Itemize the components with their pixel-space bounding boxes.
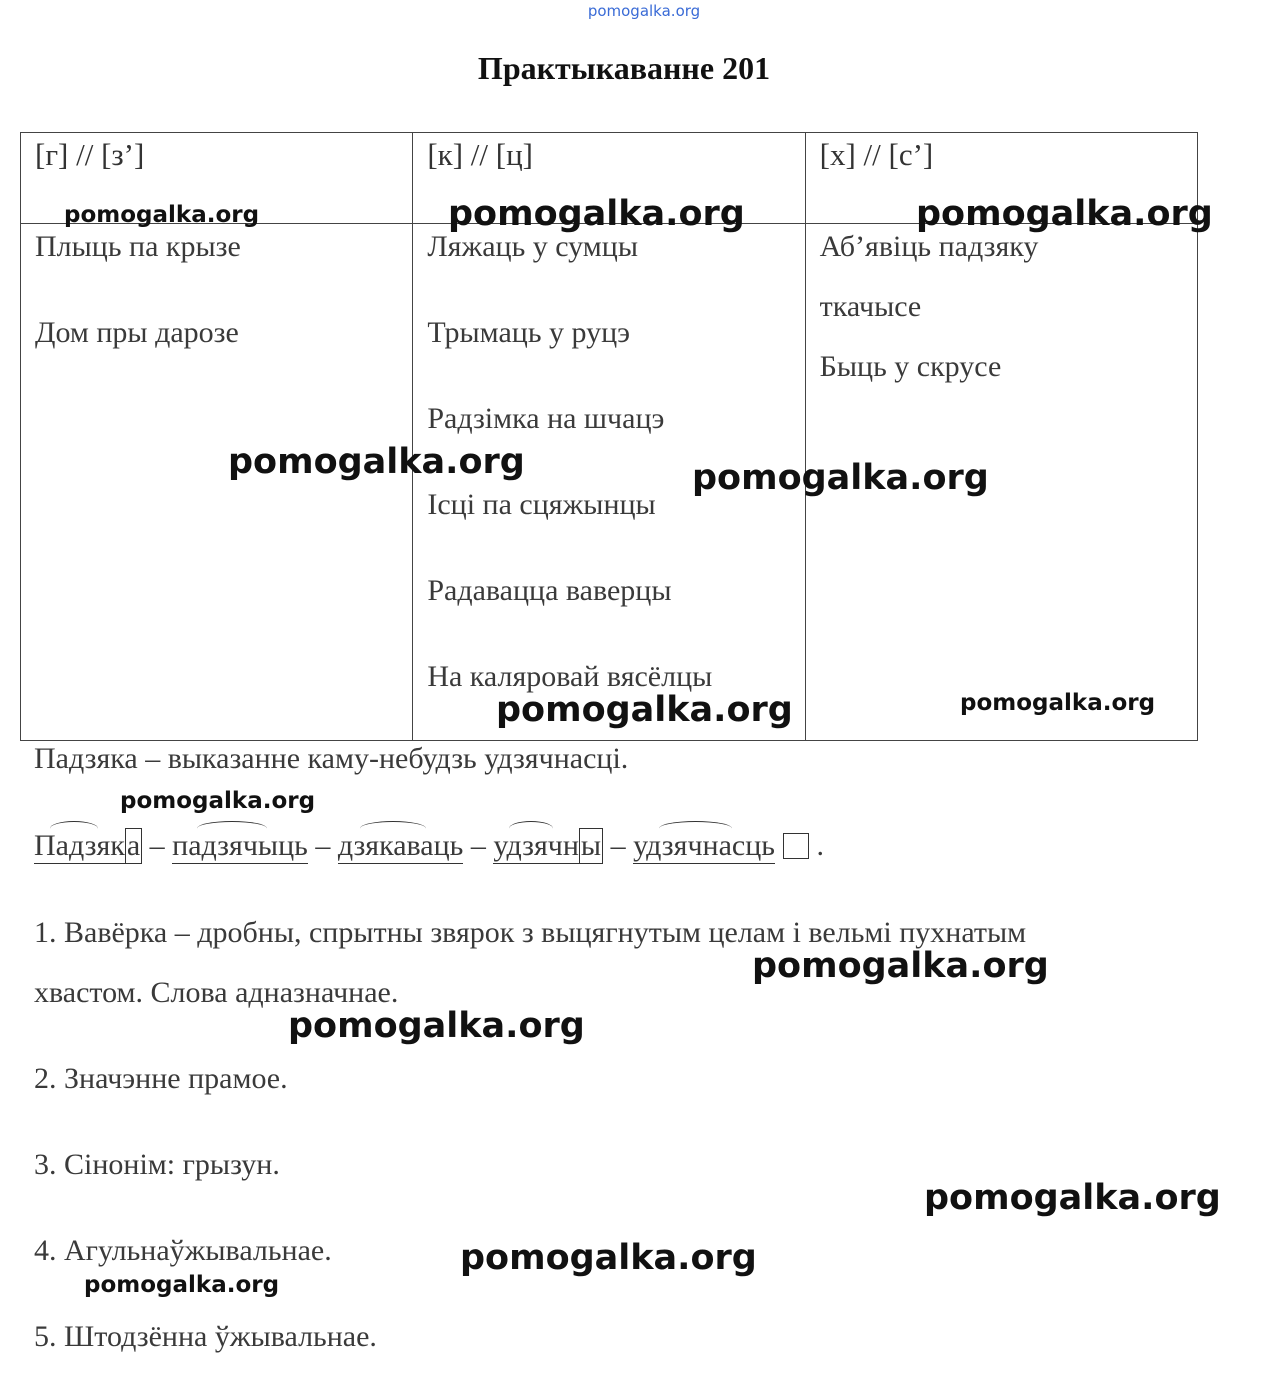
answer-line: 2. Значэнне прамое. (34, 1062, 288, 1095)
watermark: pomogalka.org (448, 194, 745, 234)
watermark: pomogalka.org (460, 1238, 757, 1278)
list-item: Дом пры дарозе (35, 316, 239, 349)
watermark: pomogalka.org (692, 458, 989, 498)
answer-line: 1. Вавёрка – дробны, спрытны звярок з выцягнутым целам і вельмі пухнатым (34, 916, 1027, 949)
list-item: Ляжаць у сумцы (427, 230, 638, 263)
ending-box: ы (580, 829, 602, 862)
watermark: pomogalka.org (288, 1006, 585, 1046)
answer-line: 4. Агульнаўжывальнае. (34, 1234, 332, 1267)
period: . (816, 829, 824, 862)
watermark: pomogalka.org (84, 1272, 280, 1298)
watermark: pomogalka.org (924, 1178, 1221, 1218)
list-item: Быць у скрусе (819, 350, 1002, 383)
word-chain (34, 828, 824, 864)
word-part: удзячнасць (633, 829, 775, 862)
watermark: pomogalka.org (752, 946, 1049, 986)
list-item: Радавацца ваверцы (427, 574, 672, 607)
dash: – (315, 829, 331, 862)
watermark: pomogalka.org (496, 690, 793, 730)
dash: – (610, 829, 626, 862)
header-kh-s: [х] // [с’] (805, 133, 1197, 224)
watermark: pomogalka.org (64, 202, 260, 228)
list-item: На каляровай вясёлцы (427, 660, 713, 693)
table-body-row (21, 224, 1198, 741)
watermark: pomogalka.org (228, 442, 525, 482)
dash: – (470, 829, 486, 862)
answer-line: хвастом. Слова адназначнае. (34, 976, 399, 1009)
answer-line: 3. Сінонім: грызун. (34, 1148, 280, 1181)
ending-box: а (126, 829, 141, 862)
list-item: ткачысе (819, 290, 922, 323)
column-g-z (21, 224, 413, 741)
header-k-ts: [к] // [ц] (413, 133, 805, 224)
word-part: падзячыць (172, 829, 308, 862)
list-item: Плыць па крызе (35, 230, 241, 263)
list-item: Трымаць у руцэ (427, 316, 631, 349)
watermark: pomogalka.org (120, 788, 316, 814)
list-item: Ісці па сцяжынцы (427, 488, 656, 521)
definition-text: Падзяка – выказанне каму-небудзь удзячнасці. (34, 742, 629, 775)
dash: – (149, 829, 165, 862)
top-watermark: pomogalka.org (587, 2, 701, 20)
header-g-z: [г] // [з’] (21, 133, 413, 224)
word-part: Падзяк (34, 829, 125, 862)
word-part: удзячн (493, 829, 579, 862)
list-item: Радзімка на шчацэ (427, 402, 665, 435)
empty-ending-box (783, 833, 809, 859)
watermark: pomogalka.org (960, 690, 1156, 716)
list-item: Аб’явіць падзяку (819, 230, 1039, 263)
watermark: pomogalka.org (916, 194, 1213, 234)
word-part: дзякаваць (337, 829, 464, 862)
answer-line: 5. Штодзённа ўжывальнае. (34, 1320, 377, 1353)
page-title: Практыкаванне 201 (477, 50, 771, 86)
